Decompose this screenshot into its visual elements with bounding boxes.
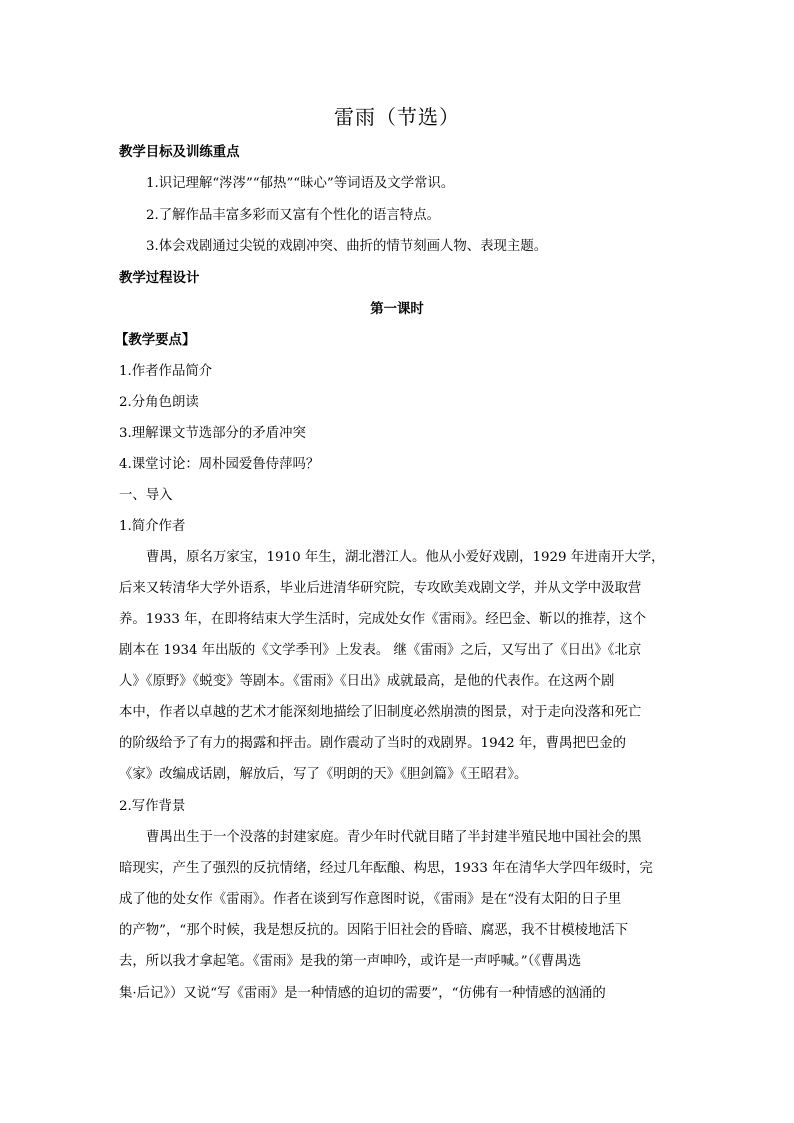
- section-heading: 一、导入: [119, 488, 173, 503]
- paragraph-line: 《家》改编成话剧，解放后，写了《明朗的天》《胆剑篇》《王昭君》。: [119, 767, 528, 782]
- paragraph-line: 集·后记》）又说“写《雷雨》是一种情感的迫切的需要”，“仿佛有一种情感的汹涌的: [119, 986, 606, 1001]
- goals-heading: 教学目标及训练重点: [119, 144, 240, 160]
- teaching-point: 3.理解课文节选部分的矛盾冲突: [119, 426, 306, 441]
- paragraph-line: 成了他的处女作《雷雨》。作者在谈到写作意图时说，《雷雨》是在“没有太阳的日子里: [119, 892, 622, 907]
- teaching-point: 4.课堂讨论：周朴园爱鲁侍萍吗？: [119, 457, 320, 472]
- paragraph-line: 剧本在 1934 年出版的《文学季刊》上发表。 继《雷雨》之后，又写出了《日出》《北京: [119, 643, 642, 658]
- paragraph-line: 去，所以我才拿起笔。《雷雨》是我的第一声呻吟，或许是一声呼喊。”（《曹禺选: [119, 954, 582, 969]
- paragraph-line: 养。1933 年，在即将结束大学生活时，完成处女作《雷雨》。经巴金、靳以的推荐，这个: [119, 612, 647, 627]
- teaching-point: 1.作者作品简介: [119, 364, 213, 379]
- goal-item: 1.识记理解“涔涔”“郁热”“昧心”等词语及文学常识。: [146, 176, 455, 191]
- paragraph-line: 暗现实，产生了强烈的反抗情绪，经过几年酝酿、构思，1933 年在清华大学四年级时，完: [119, 861, 653, 876]
- teaching-point: 2.分角色朗读: [119, 395, 199, 410]
- paragraph-line: 人》《原野》《蜕变》等剧本。《雷雨》《日出》成就最高，是他的代表作。在这两个剧: [119, 674, 615, 689]
- paragraph-line: 后来又转清华大学外语系，毕业后进清华研究院，专攻欧美戏剧文学，并从文学中汲取营: [119, 581, 642, 596]
- paragraph-line: 的阶级给予了有力的揭露和抨击。剧作震动了当时的戏剧界。1942 年，曹禺把巴金的: [119, 736, 627, 751]
- goal-item: 3.体会戏剧通过尖锐的戏剧冲突、曲折的情节刻画人物、表现主题。: [146, 239, 548, 254]
- paragraph-line: 本中，作者以卓越的艺术才能深刻地描绘了旧制度必然崩溃的图景，对于走向没落和死亡: [119, 705, 642, 720]
- paragraph-line: 的产物”，“那个时候，我是想反抗的。因陷于旧社会的昏暗、腐恶，我不甘模棱地活下: [119, 923, 629, 938]
- goal-item: 2.了解作品丰富多彩而又富有个性化的语言特点。: [146, 208, 440, 223]
- paragraph-line: 曹禺出生于一个没落的封建家庭。青少年时代就目睹了半封建半殖民地中国社会的黑: [146, 830, 642, 845]
- page-title: 雷雨（节选）: [334, 105, 460, 129]
- paragraph-line: 曹禺，原名万家宝，1910 年生，湖北潜江人。他从小爱好戏剧，1929 年进南开大学，: [146, 550, 665, 565]
- subsection-heading: 1.简介作者: [119, 519, 186, 534]
- document-page: [115, 0, 675, 1123]
- lesson-heading: 第一课时: [370, 301, 424, 317]
- subsection-heading: 2.写作背景: [119, 799, 186, 814]
- process-heading: 教学过程设计: [119, 270, 200, 286]
- teaching-points-heading: 【教学要点】: [115, 332, 196, 348]
